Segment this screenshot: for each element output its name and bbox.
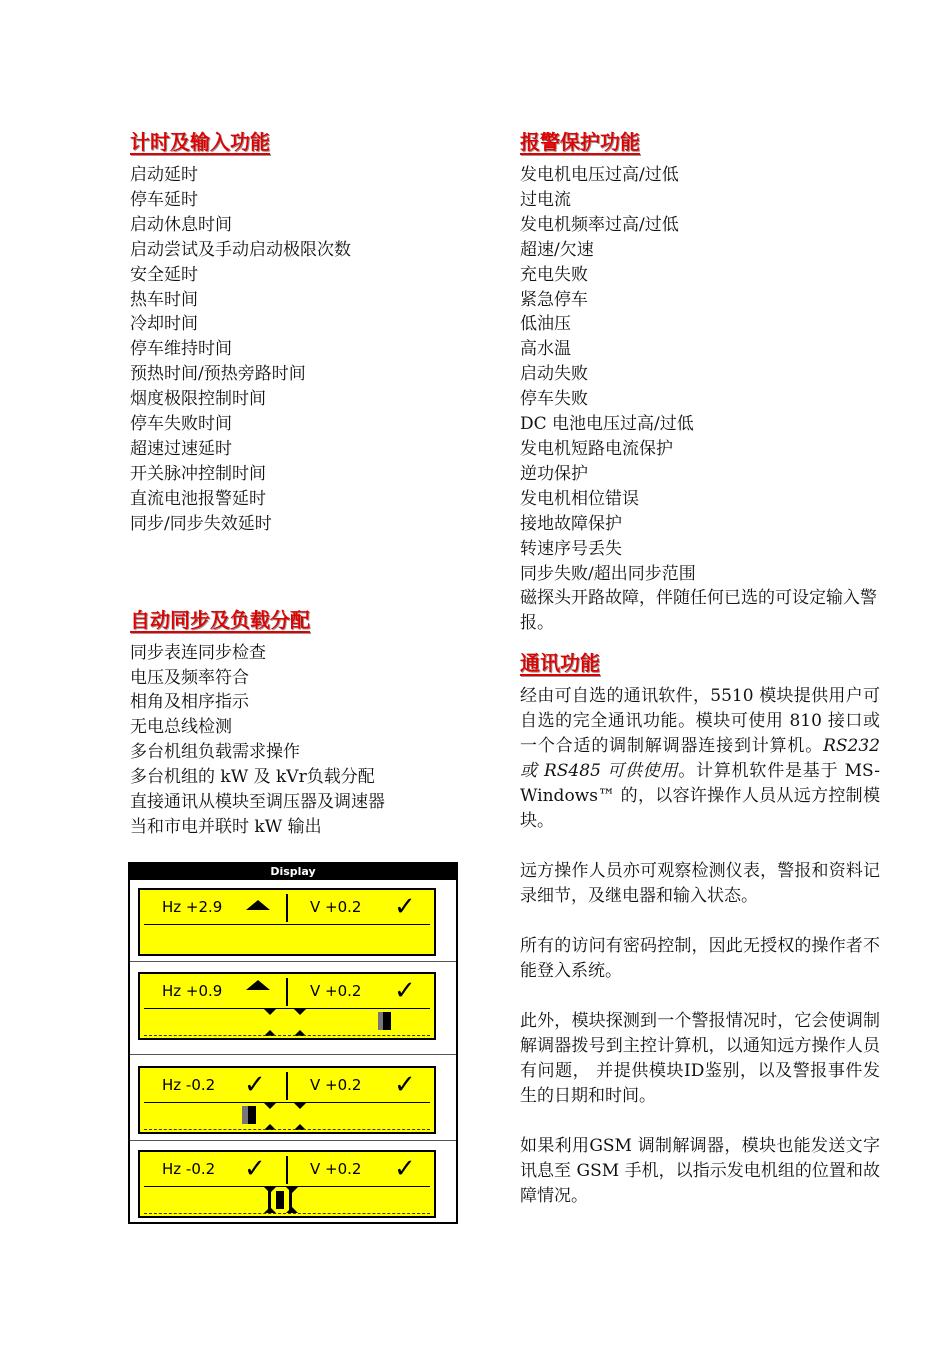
list-item: 同步表连同步检查	[130, 642, 266, 663]
hz-readout: Hz -0.2	[162, 1076, 216, 1094]
marker-down-icon	[264, 1009, 276, 1015]
communication-heading: 通讯功能	[520, 651, 600, 676]
alarm-protection-list	[520, 163, 880, 636]
marker-down-icon	[294, 1009, 306, 1015]
left-column	[130, 125, 460, 840]
list-item: 启动休息时间	[130, 214, 232, 235]
list-item: 超速/欠速	[520, 239, 594, 260]
sync-bar	[248, 1106, 256, 1124]
timing-input-list	[130, 163, 460, 537]
sync-bar	[383, 1012, 391, 1030]
list-item: 发电机电压过高/过低	[520, 165, 679, 185]
list-item: 高水温	[520, 339, 571, 360]
list-item: 同步/同步失效延时	[130, 513, 272, 534]
hz-readout: Hz +2.9	[162, 898, 223, 916]
list-item: 发电机频率过高/过低	[520, 214, 679, 235]
arrow-up-icon	[246, 980, 270, 990]
list-item: 磁探头开路故障，伴随任何已选的可设定输入警报。	[520, 588, 877, 634]
list-item: 停车失败	[520, 389, 588, 410]
arrow-up-icon	[246, 900, 270, 910]
comm-paragraph-2: 远方操作人员亦可观察检测仪表，警报和资料记录细节，及继电器和输入状态。	[520, 861, 880, 907]
list-item: 预热时间/预热旁路时间	[130, 364, 306, 385]
list-item: 直流电池报警延时	[130, 488, 266, 509]
list-item: 启动尝试及手动启动极限次数	[130, 239, 351, 260]
list-item: 同步失败/超出同步范围	[520, 563, 696, 584]
list-item: 过电流	[520, 189, 571, 210]
check-icon: ✓	[394, 1070, 416, 1100]
list-item: 烟度极限控制时间	[130, 389, 266, 410]
timing-input-heading: 计时及输入功能	[130, 130, 270, 154]
list-item: 充电失败	[520, 264, 588, 285]
display-panel	[128, 862, 458, 1224]
v-readout: V +0.2	[310, 1160, 362, 1178]
check-icon: ✓	[394, 976, 416, 1006]
comm-paragraph-5: 如果利用GSM 调制解调器，模块也能发送文字讯息至 GSM 手机，以指示发电机组的位置和故障情况。	[520, 1136, 880, 1207]
list-item: 发电机短路电流保护	[520, 438, 673, 459]
list-item: 停车延时	[130, 189, 198, 210]
list-item: 多台机组负载需求操作	[130, 742, 300, 763]
list-item: 相角及相序指示	[130, 692, 249, 713]
comm-paragraph-4: 此外，模块探测到一个警报情况时，它会使调制解调器拨号到主控计算机，以通知远方操作人员有问题， 并提供模块ID鉴别，以及警报事件发生的日期和时间。	[520, 1011, 880, 1107]
list-item: 发电机相位错误	[520, 488, 639, 509]
display-screen-2	[138, 972, 436, 1040]
list-item: 安全延时	[130, 264, 198, 285]
list-item: DC 电池电压过高/过低	[520, 414, 694, 435]
sync-load-heading: 自动同步及负载分配	[130, 607, 310, 632]
list-item: 超速过速延时	[130, 438, 232, 459]
display-screen-4	[138, 1150, 436, 1218]
list-item: 直接通讯从模块至调压器及调速器	[130, 792, 385, 813]
check-icon: ✓	[244, 1154, 266, 1184]
right-column	[520, 125, 880, 1209]
display-screen-1	[138, 888, 436, 956]
display-title: Display	[130, 864, 456, 880]
check-icon: ✓	[394, 892, 416, 922]
hz-readout: Hz +0.9	[162, 982, 223, 1000]
hz-readout: Hz -0.2	[162, 1160, 216, 1178]
marker-down-icon	[286, 1187, 298, 1193]
list-item: 多台机组的 kW 及 kVr负载分配	[130, 767, 375, 788]
list-item: 停车失败时间	[130, 414, 232, 435]
list-item: 无电总线检测	[130, 717, 232, 738]
list-item: 热车时间	[130, 289, 198, 310]
list-item: 低油压	[520, 314, 571, 335]
list-item: 当和市电并联时 kW 输出	[130, 816, 322, 837]
list-item: 电压及频率符合	[130, 667, 249, 688]
list-item: 启动延时	[130, 165, 198, 185]
v-readout: V +0.2	[310, 898, 362, 916]
check-icon: ✓	[244, 1070, 266, 1100]
list-item: 逆功保护	[520, 463, 588, 484]
display-screen-3	[138, 1066, 436, 1134]
list-item: 接地故障保护	[520, 513, 622, 534]
comm-paragraph-1: 经由可自选的通讯软件，5510 模块提供用户可自选的完全通讯功能。模块可使用 810 接口或一个合适的调制解调器连接到计算机。RS232 或 RS485 可供使用。计算机软件是基于 MS-Windows™ 的，以容许操作人员从远方控制模块。	[520, 686, 880, 832]
sync-load-list	[130, 641, 460, 840]
marker-down-icon	[264, 1103, 276, 1109]
sync-bar	[276, 1191, 284, 1209]
marker-down-icon	[264, 1187, 276, 1193]
list-item: 紧急停车	[520, 289, 588, 310]
list-item: 开关脉冲控制时间	[130, 463, 266, 484]
comm-paragraph-3: 所有的访问有密码控制，因此无授权的操作者不能登入系统。	[520, 936, 880, 982]
v-readout: V +0.2	[310, 1076, 362, 1094]
list-item: 启动失败	[520, 364, 588, 385]
list-item: 转速序号丢失	[520, 538, 622, 559]
list-item: 冷却时间	[130, 314, 198, 335]
list-item: 停车维持时间	[130, 339, 232, 360]
marker-down-icon	[294, 1103, 306, 1109]
v-readout: V +0.2	[310, 982, 362, 1000]
alarm-protection-heading: 报警保护功能	[520, 130, 640, 154]
check-icon: ✓	[394, 1154, 416, 1184]
